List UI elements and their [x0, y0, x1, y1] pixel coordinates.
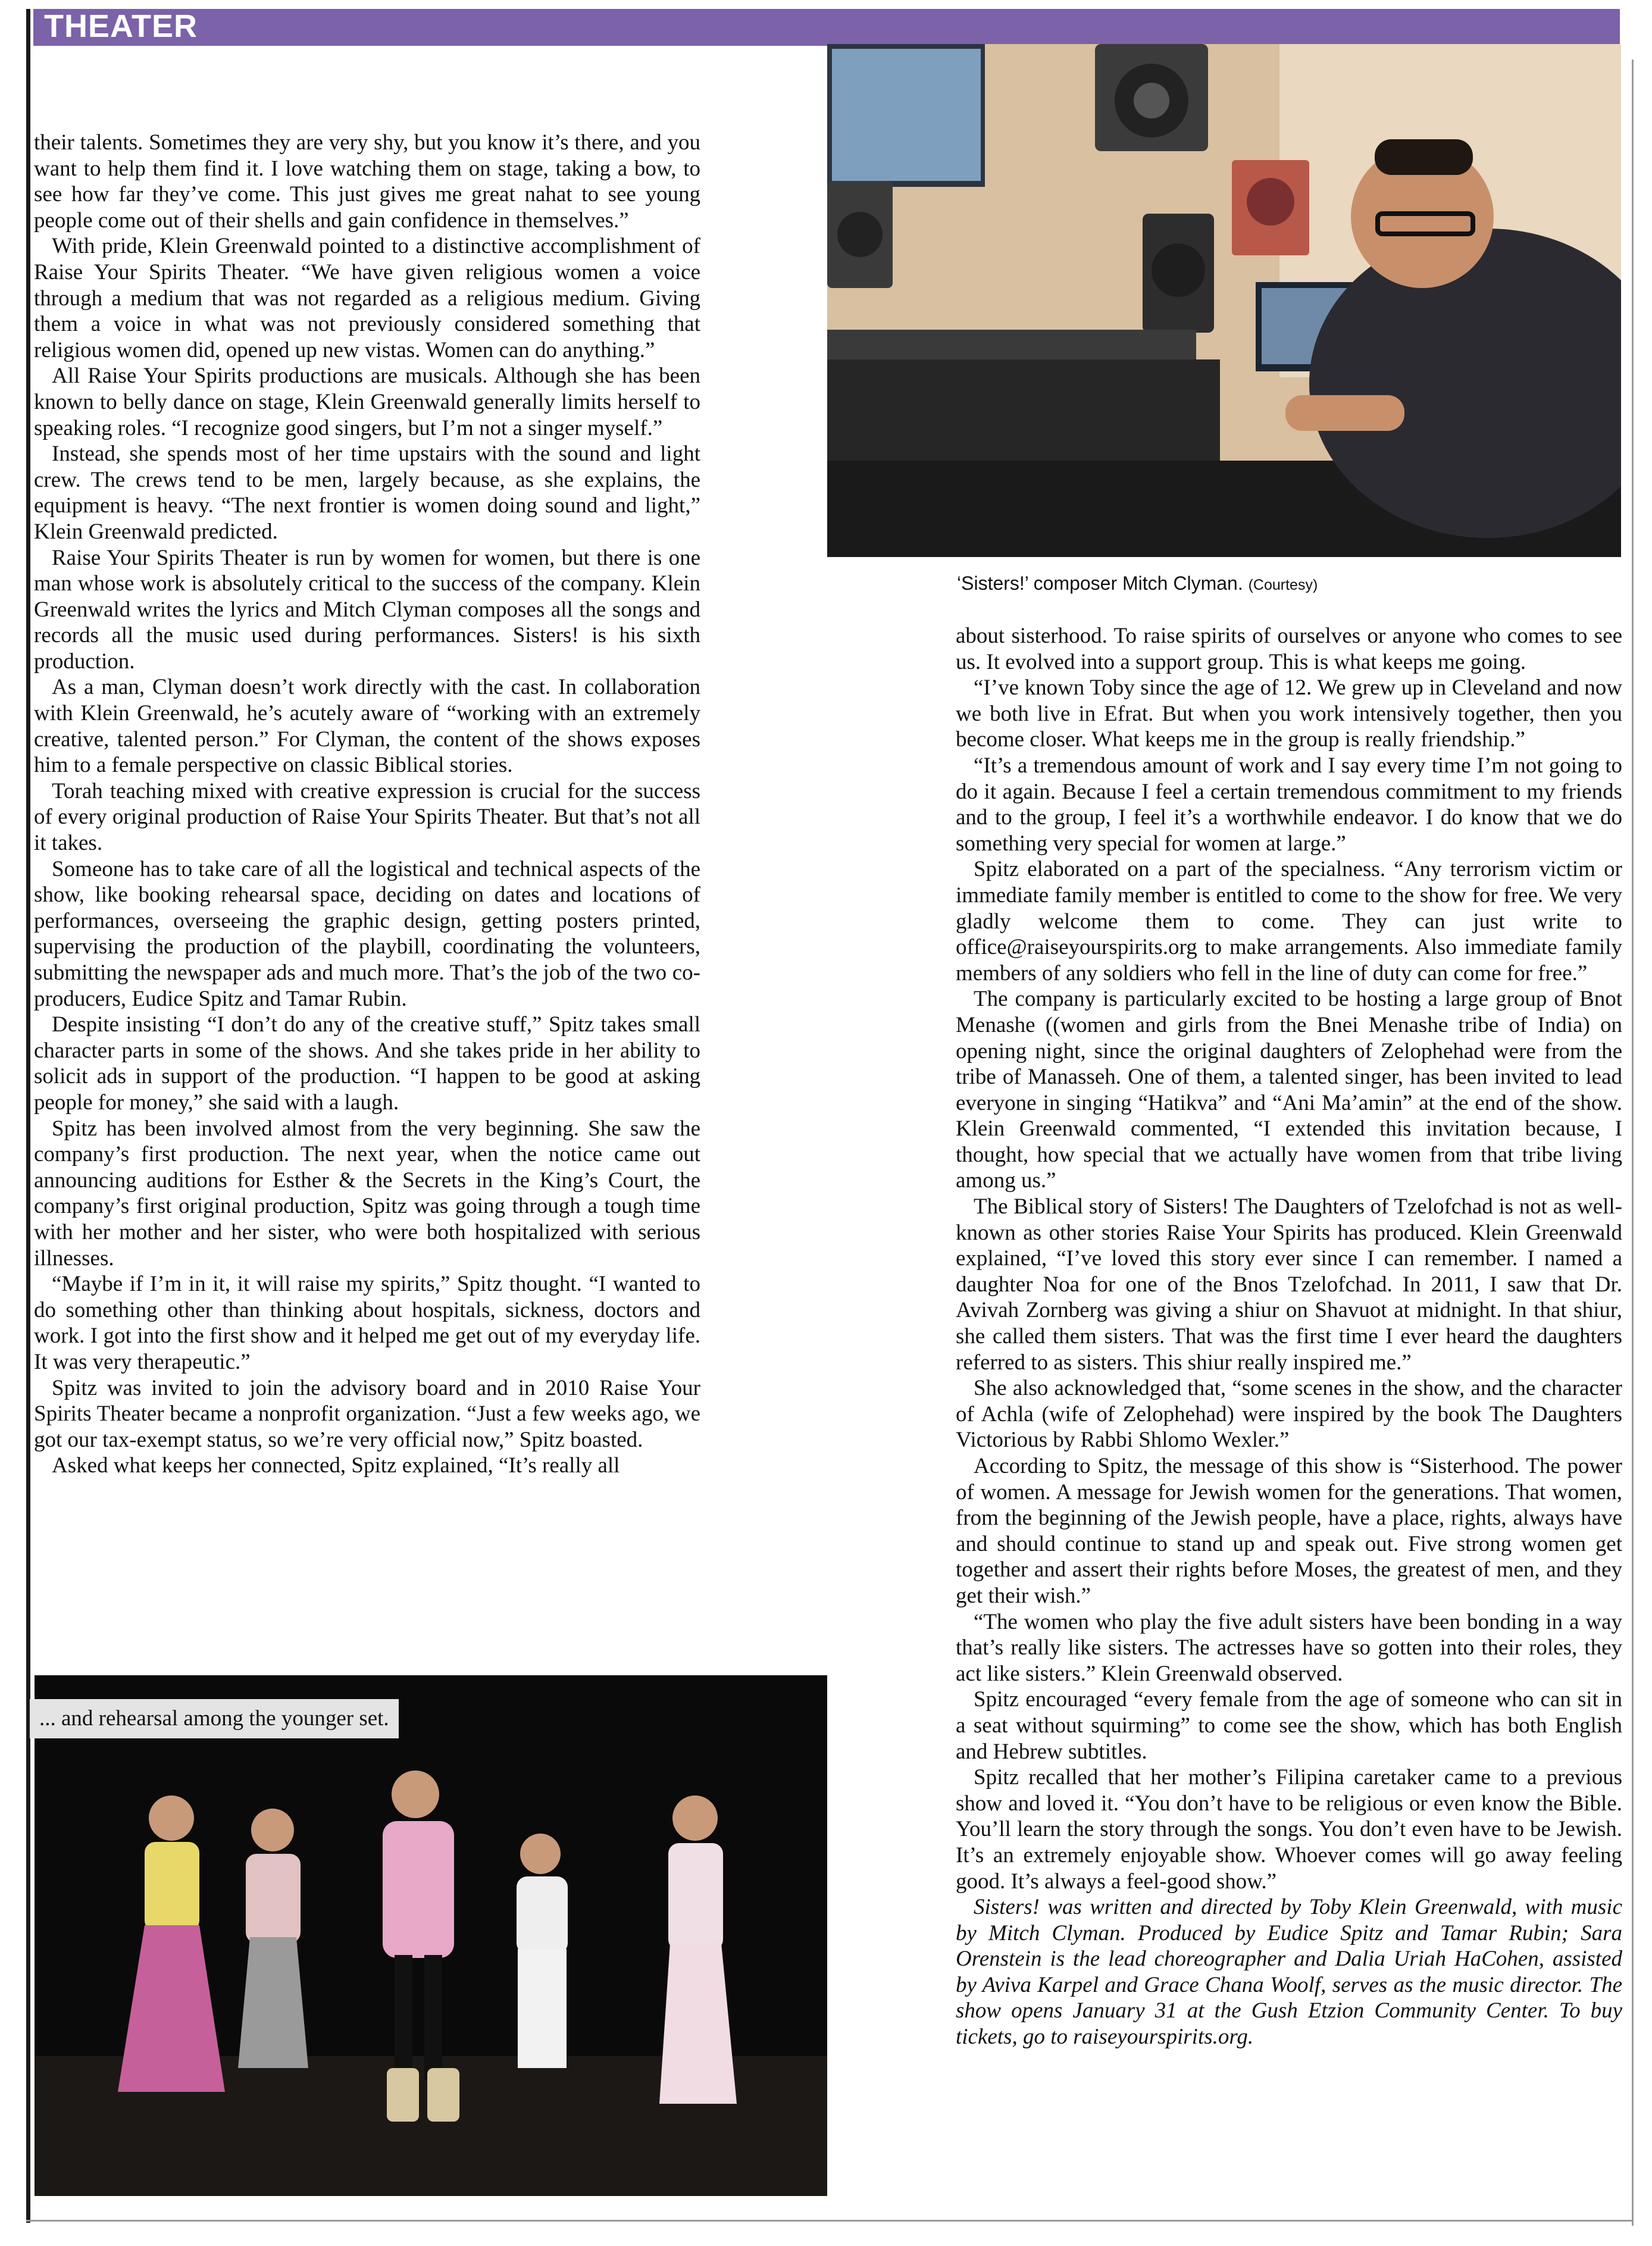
paragraph: Instead, she spends most of her time upstairs with the sound and light crew. The crews tend to be men, largely because, as she explains, the equipment is heavy. “The next frontier is women doing sound and light,” Klein Greenwald predicted.: [34, 442, 700, 544]
section-title: THEATER: [44, 8, 198, 44]
paragraph: Asked what keeps her connected, Spitz explained, “It’s really all: [52, 1453, 620, 1478]
paragraph: She also acknowledged that, “some scenes in the show, and the character of Achla (wife of Zelophehad) were inspired by the book The Daughters Victorious by Rabbi Shlomo Wexler.”: [956, 1376, 1622, 1453]
paragraph: According to Spitz, the message of this show is “Sisterhood. The power of women. A message for Jewish women for the generations. That women, from the beginning of the Jewish people, have a place, rights, always have and should continue to stand up and speak out. Five strong women get together and assert their rights before Moses, the greatest of men, and they get their wish.”: [956, 1454, 1622, 1608]
paragraph: Spitz recalled that her mother’s Filipina caretaker came to a previous show and loved it. “You don’t have to be religious or even know the Bible. You’ll learn the story through the songs. You don’t even have to be Jewish. It’s an extremely enjoyable show. Whoever comes will go away feeling good. It’s always a feel-good show.”: [956, 1765, 1622, 1894]
paragraph: Spitz has been involved almost from the very beginning. She saw the company’s first production. The next year, when the notice came out announcing auditions for Esther & the Secrets in the King’s Court, the company’s first original production, Spitz was going through a tough time with her mother and her sister, who were both hospitalized with serious illnesses.: [34, 1116, 700, 1271]
caption-text: ... and rehearsal among the younger set.: [39, 1706, 389, 1731]
paragraph: their talents. Sometimes they are very shy, but you know it’s there, and you want to help them find it. I love watching them on stage, taking a bow, to see how far they’ve come. This just gives me great nahat to see young people come out of their shells and gain confidence in themselves.”: [34, 130, 700, 233]
paragraph: Despite insisting “I don’t do any of the creative stuff,” Spitz takes small character parts in some of the shows. And she takes pride in her ability to solicit ads in support of the production. “I happen to be good at asking people for money,” she said with a laugh.: [34, 1012, 700, 1115]
paragraph: As a man, Clyman doesn’t work directly with the cast. In collaboration with Klein Greenwald, he’s acutely aware of “working with an extremely creative, talented person.” For Clyman, the content of the shows exposes him to a female perspective on classic Biblical stories.: [34, 675, 700, 778]
paragraph: about sisterhood. To raise spirits of ourselves or anyone who comes to see us. It evolved into a support group. This is what keeps me going.: [956, 624, 1622, 674]
paragraph: The company is particularly excited to be hosting a large group of Bnot Menashe ((women and girls from the Bnei Menashe tribe of India) on opening night, since the original daughters of Zelophehad were from the tribe of Manasseh. One of them, a talented singer, has been invited to lead everyone in singing “Hatikva” and “Ani Ma’amin” at the end of the show. Klein Greenwald commented, “I extended this invitation because, I thought, how special that we actually have women from that tribe living among us.”: [956, 987, 1622, 1193]
paragraph: Torah teaching mixed with creative expression is crucial for the success of every original production of Raise Your Spirits Theater. But that’s not all it takes.: [34, 778, 700, 856]
studio-illustration: [827, 44, 1621, 557]
rehearsal-photo-caption: [30, 1699, 399, 1738]
rehearsal-photo: [35, 1675, 827, 2196]
article-column-left: [34, 130, 700, 1479]
paragraph: “Maybe if I’m in it, it will raise my spirits,” Spitz thought. “I wanted to do something other than thinking about hospitals, sickness, doctors and work. I got into the first show and it helped me get out of my everyday life. It was very therapeutic.”: [34, 1272, 700, 1374]
paragraph: “It’s a tremendous amount of work and I say every time I’m not going to do it again. Because I feel a certain tremendous commitment to my friends and to the group, I feel it’s a worthwhile endeavor. I do know that we do something very special for women at large.”: [956, 753, 1622, 856]
paragraph: All Raise Your Spirits productions are musicals. Although she has been known to belly dance on stage, Klein Greenwald generally limits herself to speaking roles. “I recognize good singers, but I’m not a singer myself.”: [34, 364, 700, 440]
photo-credit: (Courtesy): [1248, 577, 1318, 593]
studio-photo-caption: [957, 573, 1318, 595]
paragraph: Someone has to take care of all the logistical and technical aspects of the show, like booking rehearsal space, deciding on dates and locations of performances, overseeing the graphic design, getting posters printed, supervising the production of the playbill, coordinating the volunteers, submitting the newspaper ads and much more. That’s the job of the two co-producers, Eudice Spitz and Tamar Rubin.: [34, 856, 700, 1011]
composer-studio-photo: [827, 44, 1621, 557]
paragraph: “I’ve known Toby since the age of 12. We grew up in Cleveland and now we both live in Efrat. But when you work intensively together, then you become closer. What keeps me in the group is really friendship.”: [956, 675, 1622, 752]
paragraph: Spitz encouraged “every female from the age of someone who can sit in a seat without squirming” to come see the show, which has both English and Hebrew subtitles.: [956, 1687, 1622, 1764]
paragraph: “The women who play the five adult sisters have been bonding in a way that’s really like sisters. The actresses have so gotten into their roles, they act like sisters.” Klein Greenwald observed.: [956, 1609, 1622, 1686]
left-border-rule: [26, 9, 30, 2223]
paragraph: Spitz elaborated on a part of the specialness. “Any terrorism victim or immediate family member is entitled to come to the show for free. We very gladly welcome them to come. They can just write to office@raiseyourspirits.org to make arrangements. Also immediate family members of any soldiers who fell in the line of duty can come for free.”: [956, 857, 1622, 986]
caption-text: ‘Sisters!’ composer Mitch Clyman.: [957, 573, 1243, 594]
credits-paragraph: Sisters! was written and directed by Toby Klein Greenwald, with music by Mitch Clyman. Produced by Eudice Spitz and Tamar Rubin; Sara Orenstein is the lead choreographer and Dalia Uriah HaCohen, assisted by Aviva Karpel and Grace Chana Woolf, serves as the music director. The show opens January 31 at the Gush Etzion Community Center. To buy tickets, go to raiseyourspirits.org.: [956, 1895, 1622, 2050]
paragraph: The Biblical story of Sisters! The Daughters of Tzelofchad is not as well-known as other stories Raise Your Spirits has produced. Klein Greenwald explained, “I’ve loved this story ever since I can remember. I named a daughter Noa for one of the Bnos Tzelofchad. In 2011, I saw that Dr. Avivah Zornberg was giving a shiur on Shavuot at midnight. In that shiur, she called them sisters. That was the first time I ever heard the daughters referred to as sisters. This shiur really inspired me.”: [956, 1194, 1622, 1375]
bottom-border-rule: [26, 2220, 1633, 2222]
right-border-rule: [1632, 60, 1634, 2226]
paragraph: Spitz was invited to join the advisory board and in 2010 Raise Your Spirits Theater became a nonprofit organization. “Just a few weeks ago, we got our tax-exempt status, so we’re very official now,” Spitz boasted.: [34, 1375, 700, 1452]
stage-illustration: [35, 1675, 827, 2196]
paragraph: With pride, Klein Greenwald pointed to a distinctive accomplishment of Raise Your Spirits Theater. “We have given religious women a voice through a medium that was not regarded as a religious medium. Giving them a voice in what was not previously considered something that religious women did, opened up new vistas. Women can do anything.”: [34, 234, 700, 362]
section-header-bar: [33, 9, 1620, 46]
article-column-right: [956, 623, 1622, 2050]
paragraph: Raise Your Spirits Theater is run by women for women, but there is one man whose work is absolutely critical to the success of the company. Klein Greenwald writes the lyrics and Mitch Clyman composes all the songs and records all the music used during performances. Sisters! is his sixth production.: [34, 545, 700, 674]
